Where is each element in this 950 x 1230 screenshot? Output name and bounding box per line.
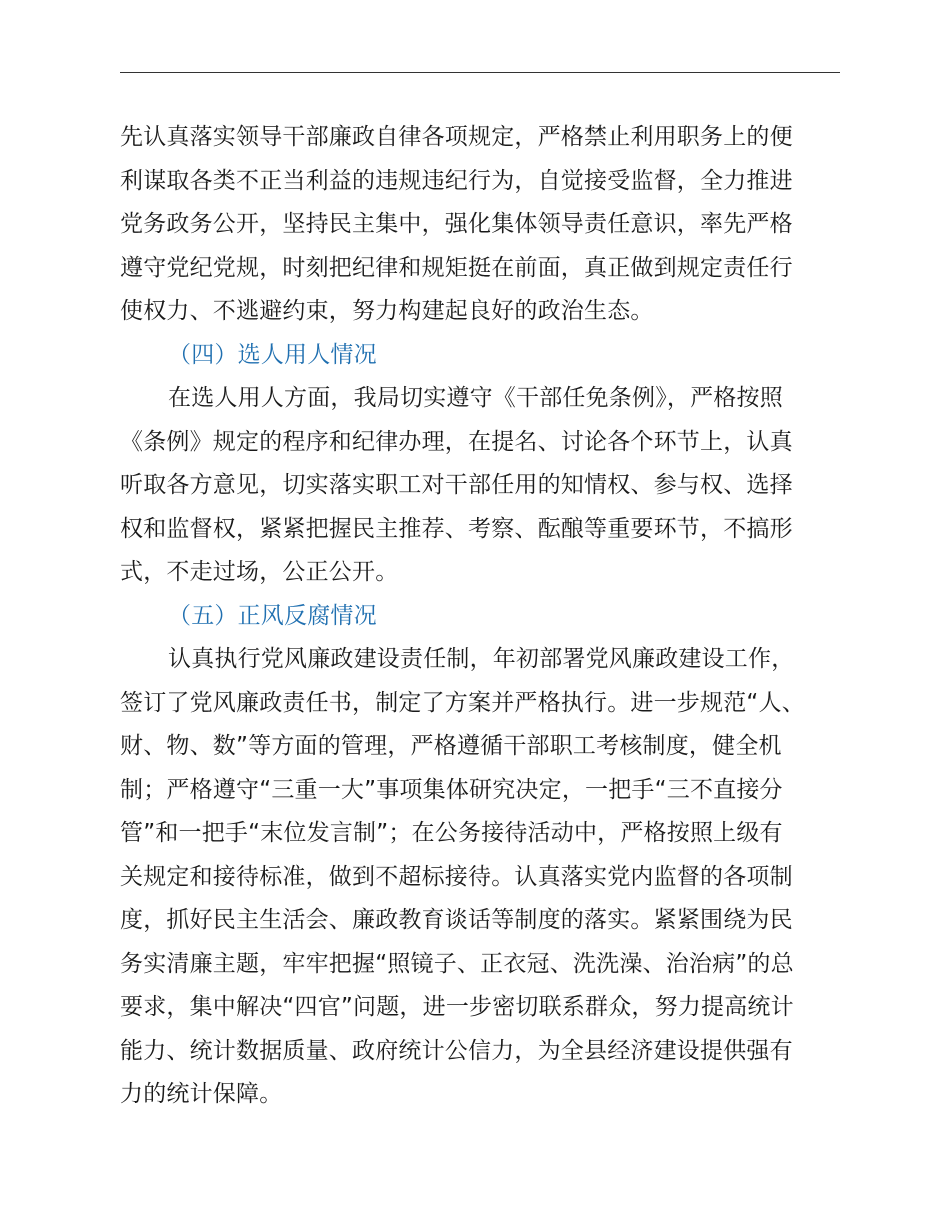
paragraph-line: 党务政务公开，坚持民主集中，强化集体领导责任意识，率先严格	[120, 211, 793, 237]
paragraph-line: 财、物、数”等方面的管理，严格遵循干部职工考核制度，健全机	[120, 733, 782, 759]
header-rule	[120, 72, 840, 73]
paragraph-line: 权和监督权，紧紧把握民主推荐、考察、酝酿等重要环节，不搞形	[120, 515, 793, 542]
paragraph-line: 听取各方意见，切实落实职工对干部任用的知情权、参与权、选择	[120, 472, 793, 498]
paragraph-line: 利谋取各类不正当利益的违规违纪行为，自觉接受监督，全力推进	[120, 167, 793, 194]
paragraph-line: 务实清廉主题，牢牢把握“照镜子、正衣冠、洗洗澡、治治病”的总	[120, 950, 794, 977]
paragraph-line: 力的统计保障。	[120, 1081, 283, 1107]
paragraph-line: 能力、统计数据质量、政府统计公信力，为全县经济建设提供强有	[120, 1037, 793, 1064]
paragraph-line: 管”和一把手“末位发言制”；在公务接待活动中，严格按照上级有	[120, 820, 783, 846]
paragraph-line: 制；严格遵守“三重一大”事项集体研究决定，一把手“三不直接分	[120, 776, 783, 803]
paragraph-line: 度，抓好民主生活会、廉政教育谈话等制度的落实。紧紧围绕为民	[120, 907, 793, 933]
paragraph-line: 签订了党风廉政责任书，制定了方案并严格执行。进一步规范“人、	[120, 689, 805, 716]
section-heading: （四）选人用人情况	[168, 341, 377, 368]
document-body	[120, 116, 842, 1117]
paragraph-line: 在选人用人方面，我局切实遵守《干部任免条例》，严格按照	[168, 385, 783, 411]
paragraph-line: 先认真落实领导干部廉政自律各项规定，严格禁止利用职务上的便	[120, 124, 793, 150]
paragraph-line: 要求，集中解决“四官”问题，进一步密切联系群众，努力提高统计	[120, 994, 794, 1020]
paragraph-line: 遵守党纪党规，时刻把纪律和规矩挺在前面，真正做到规定责任行	[120, 254, 793, 281]
paragraph-line: 使权力、不逃避约束，努力构建起良好的政治生态。	[120, 298, 654, 324]
section-heading: （五）正风反腐情况	[168, 602, 377, 629]
paragraph-line: 《条例》规定的程序和纪律办理，在提名、讨论各个环节上，认真	[120, 428, 793, 455]
paragraph-line: 关规定和接待标准，做到不超标接待。认真落实党内监督的各项制	[120, 863, 793, 890]
paragraph-line: 认真执行党风廉政建设责任制，年初部署党风廉政建设工作，	[168, 646, 795, 672]
paragraph-line: 式，不走过场，公正公开。	[120, 559, 399, 585]
